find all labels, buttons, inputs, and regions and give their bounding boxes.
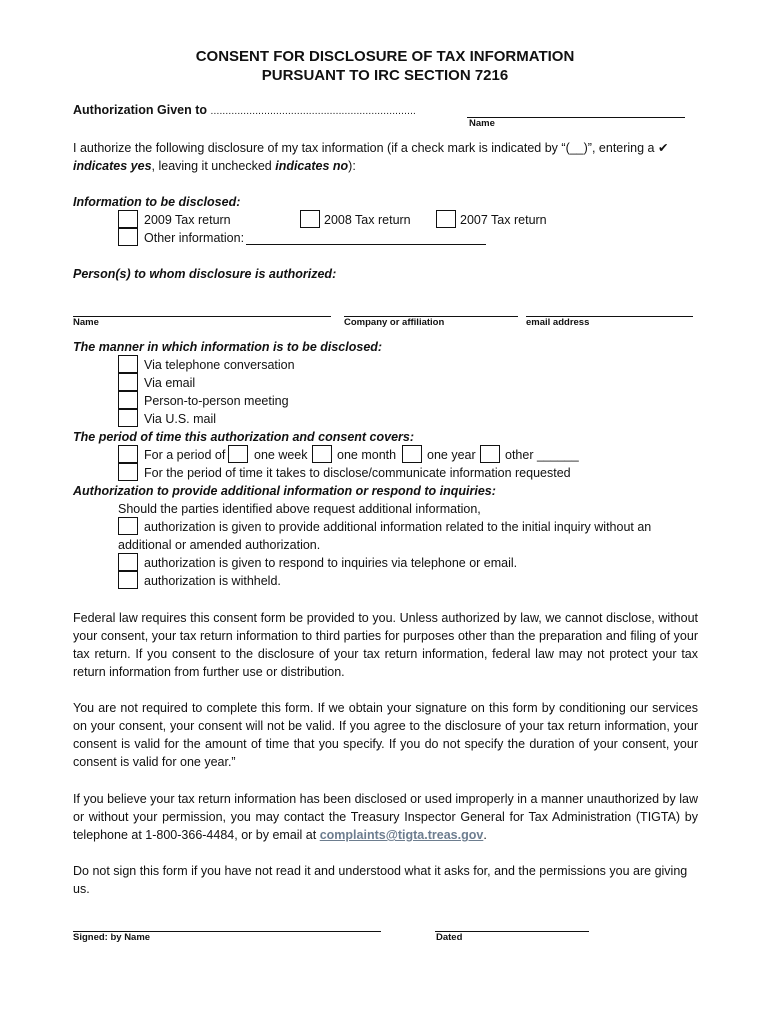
paragraph-not-required: You are not required to complete this form. If we obtain your signature on this form by conditioning our services on your consent, your consent will not be valid. If you agree to the disclosure of your tax return information, your consent is valid for the amount of time that you specify. If you do not specify the duration of your consent, your consent is valid for one year.” [73,701,698,769]
label-one-week: one week [254,448,308,462]
label-withheld: authorization is withheld. [144,574,281,588]
intro-end: ): [348,159,356,173]
period-heading: The period of time this authorization and consent covers: [73,430,415,444]
label-2008: 2008 Tax return [324,213,411,227]
auth-given-text: Authorization Given to [73,103,208,117]
checkbox-period-long[interactable] [118,463,138,481]
checkbox-period[interactable] [118,445,138,463]
intro-no: indicates no [275,159,349,173]
intro-yes: indicates yes [73,159,152,173]
checkbox-person[interactable] [118,391,138,409]
checkbox-one-year[interactable] [402,445,422,463]
checkbox-telephone[interactable] [118,355,138,373]
checkbox-email[interactable] [118,373,138,391]
intro-part1: I authorize the following disclosure of my tax information (if a check mark is indicated by “(__)”, entering a ✔ [73,141,669,155]
checkbox-one-month[interactable] [312,445,332,463]
label-additional-info: authorization is given to provide additional information related to the initial inquiry without an [144,520,652,534]
checkbox-mail[interactable] [118,409,138,427]
tigta-email-link[interactable]: complaints@tigta.treas.gov [319,828,484,842]
label-person: Person-to-person meeting [144,394,289,408]
form-title-line2: PURSUANT TO IRC SECTION 7216 [261,67,509,84]
label-period-for: For a period of [144,448,226,462]
paragraph-do-not-sign: Do not sign this form if you have not read it and understood what it asks for, and the permissions you are giving us. [73,864,688,896]
checkbox-2007[interactable] [436,210,456,228]
signed-label: Signed: by Name [73,932,151,943]
label-email: Via email [144,376,196,390]
label-one-month: one month [337,448,397,462]
paragraph-tigta [73,790,698,844]
person-company-label: Company or affiliation [344,317,445,328]
label-2007: 2007 Tax return [460,213,547,227]
tigta-text: If you believe your tax return information has been disclosed or used improperly in a manner unauthorized by law or without your permission, you may contact the Treasury Inspector General for Tax Administration (TIGTA) by telephone at 1-800-366-4484, or by email at [73,792,698,842]
label-2009: 2009 Tax return [144,213,231,227]
additional-intro: Should the parties identified above request additional information, [118,502,481,516]
person-name-label: Name [73,317,99,328]
info-heading: Information to be disclosed: [73,195,241,209]
checkbox-2008[interactable] [300,210,320,228]
paragraph-federal-law: Federal law requires this consent form be provided to you. Unless authorized by law, we cannot disclose, without your consent, your tax return information to third parties for purposes other than the preparation and filing of your tax return. If you consent to the disclosure of your tax return information, federal law may not protect your tax return information from further use or distribution. [73,611,698,679]
label-other-period: other ______ [505,448,579,462]
checkbox-other-period[interactable] [480,445,500,463]
label-respond-inquiries: authorization is given to respond to inquiries via telephone or email. [144,556,518,570]
intro-mid: , leaving it unchecked [151,159,276,173]
label-telephone: Via telephone conversation [144,358,295,372]
label-mail: Via U.S. mail [144,412,217,426]
person-name-field[interactable] [73,316,331,317]
label-one-year: one year [427,448,476,462]
auth-name-field[interactable] [467,117,685,118]
dated-label: Dated [436,932,463,943]
auth-given-dots: ..................................................................... [210,106,417,117]
auth-given-label [73,101,416,121]
label-additional-info-cont: additional or amended authorization. [118,538,321,552]
person-email-label: email address [526,317,590,328]
form-title-line1: CONSENT FOR DISCLOSURE OF TAX INFORMATION [195,48,575,65]
other-info-field[interactable] [246,244,486,245]
checkbox-respond-inquiries[interactable] [118,553,138,571]
tigta-end: . [483,828,487,842]
label-other-info: Other information: [144,231,245,245]
auth-name-label: Name [469,118,495,129]
checkbox-one-week[interactable] [228,445,248,463]
additional-heading: Authorization to provide additional information or respond to inquiries: [73,484,496,498]
checkbox-other-info[interactable] [118,228,138,246]
manner-heading: The manner in which information is to be disclosed: [73,340,383,354]
checkbox-additional-info[interactable] [118,517,138,535]
checkbox-2009[interactable] [118,210,138,228]
persons-heading: Person(s) to whom disclosure is authorized: [73,267,337,281]
intro-text [73,139,713,175]
checkbox-withheld[interactable] [118,571,138,589]
label-period-long: For the period of time it takes to disclose/communicate information requested [144,466,571,480]
